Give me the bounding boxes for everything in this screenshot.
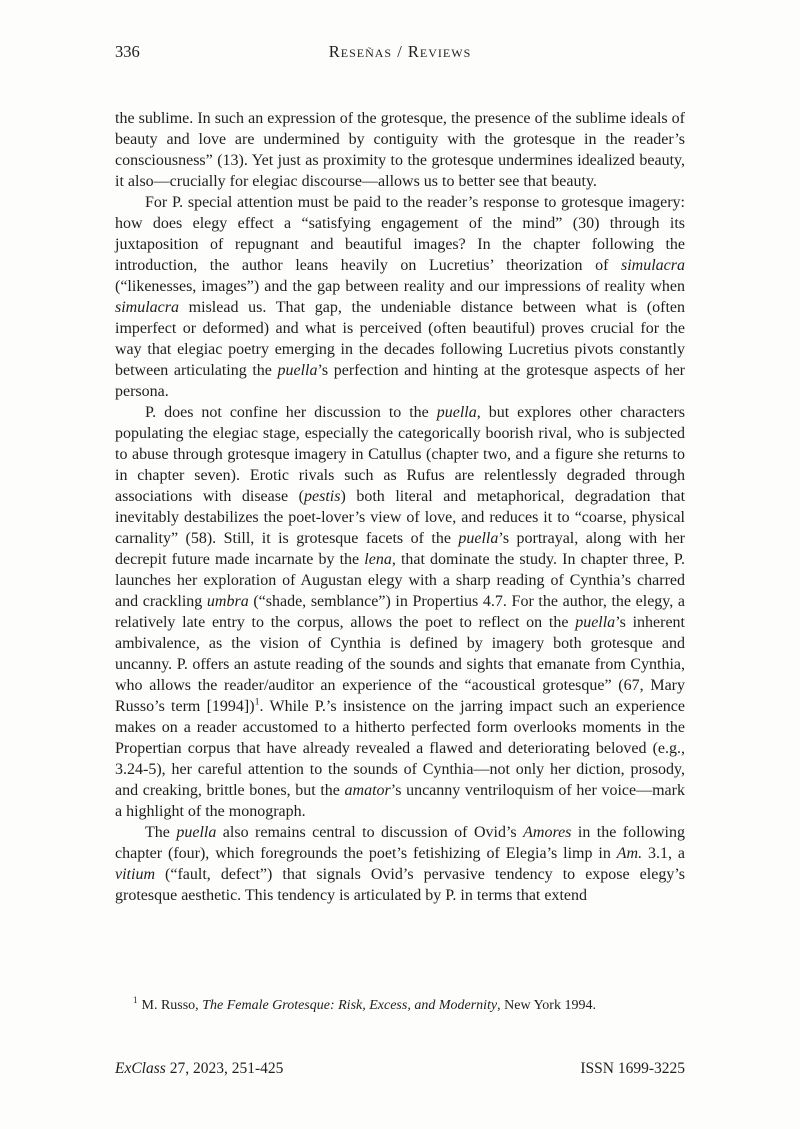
- paragraph: For P. special attention must be paid to the reader’s response to grotesque imagery: how does elegy effect a “satisfying engagement of the mind” (30) through its juxtaposition of repugnant and beautiful images? In the chapter following the introduction, the author leans heavily on Lucretius’ theorization of simulacra (“likenesses, images”) and the gap between reality and our impressions of reality when simulacra mislead us. That gap, the undeniable distance between what is (often imperfect or deformed) and what is perceived (often beautiful) proves crucial for the way that elegiac poetry emerging in the decades following Lucretius pivots constantly between articulating the puella’s perfection and hinting at the grotesque aspects of her persona.: [115, 194, 686, 400]
- issn: ISSN 1699-3225: [580, 1060, 685, 1077]
- body-text: [115, 108, 685, 906]
- footnote-text: M. Russo, The Female Grotesque: Risk, Excess, and Modernity, New York 1994.: [141, 998, 596, 1013]
- page-footer: [115, 1060, 685, 1078]
- page-header: [115, 42, 685, 64]
- running-title: Reseñas / Reviews: [328, 42, 472, 61]
- paragraph: P. does not confine her discussion to the puella, but explores other characters populating the elegiac stage, especially the categorically boorish rival, who is subjected to abuse through grotesque imagery in Catullus (chapter two, and a figure she returns to in chapter seven). Erotic rivals such as Rufus are relentlessly degraded through associations with disease (pestis) both literal and metaphorical, degradation that inevitably destabilizes the poet-lover’s view of love, and reduces it to “coarse, physical carnality” (58). Still, it is grotesque facets of the puella’s portrayal, along with her decrepit future made incarnate by the lena, that dominate the study. In chapter three, P. launches her exploration of Augustan elegy with a sharp reading of Cynthia’s charred and crackling umbra (“shade, semblance”) in Propertius 4.7. For the author, the elegy, a relatively late entry to the corpus, allows the poet to reflect on the puella’s inherent ambivalence, as the vision of Cynthia is defined by imagery both grotesque and uncanny. P. offers an astute reading of the sounds and sights that emanate from Cynthia, who allows the reader/auditor an experience of the “acoustical grotesque” (67, Mary Russo’s term [1994])$^1$. While P.’s insistence on the jarring impact such an experience makes on a reader accustomed to a hitherto perfected form overlooks moments in the Propertian corpus that have already revealed a flawed and deteriorating beloved (e.g., 3.24-5), her careful attention to the sounds of Cynthia—not only her diction, prosody, and creaking, brittle bones, but the amator’s uncanny ventriloquism of her voice—mark a highlight of the monograph.: [115, 404, 686, 820]
- paragraph: the sublime. In such an expression of the grotesque, the presence of the sublime ideals of beauty and love are undermined by contiguity with the grotesque in the reader’s consciousness” (13). Yet just as proximity to the grotesque undermines idealized beauty, it also—crucially for elegiac discourse—allows us to better see that beauty.: [115, 110, 685, 190]
- footnote-marker: 1: [133, 995, 138, 1006]
- page-number: 336: [115, 42, 140, 61]
- paragraph: The puella also remains central to discussion of Ovid’s Amores in the following chapter (four), which foregrounds the poet’s fetishizing of Elegia’s limp in Am. 3.1, a vitium (“fault, defect”) that signals Ovid’s pervasive tendency to expose elegy’s grotesque aesthetic. This tendency is articulated by P. in terms that extend: [115, 824, 686, 904]
- journal-citation: ExClass 27, 2023, 251-425: [115, 1060, 284, 1077]
- footnote: [115, 997, 685, 1015]
